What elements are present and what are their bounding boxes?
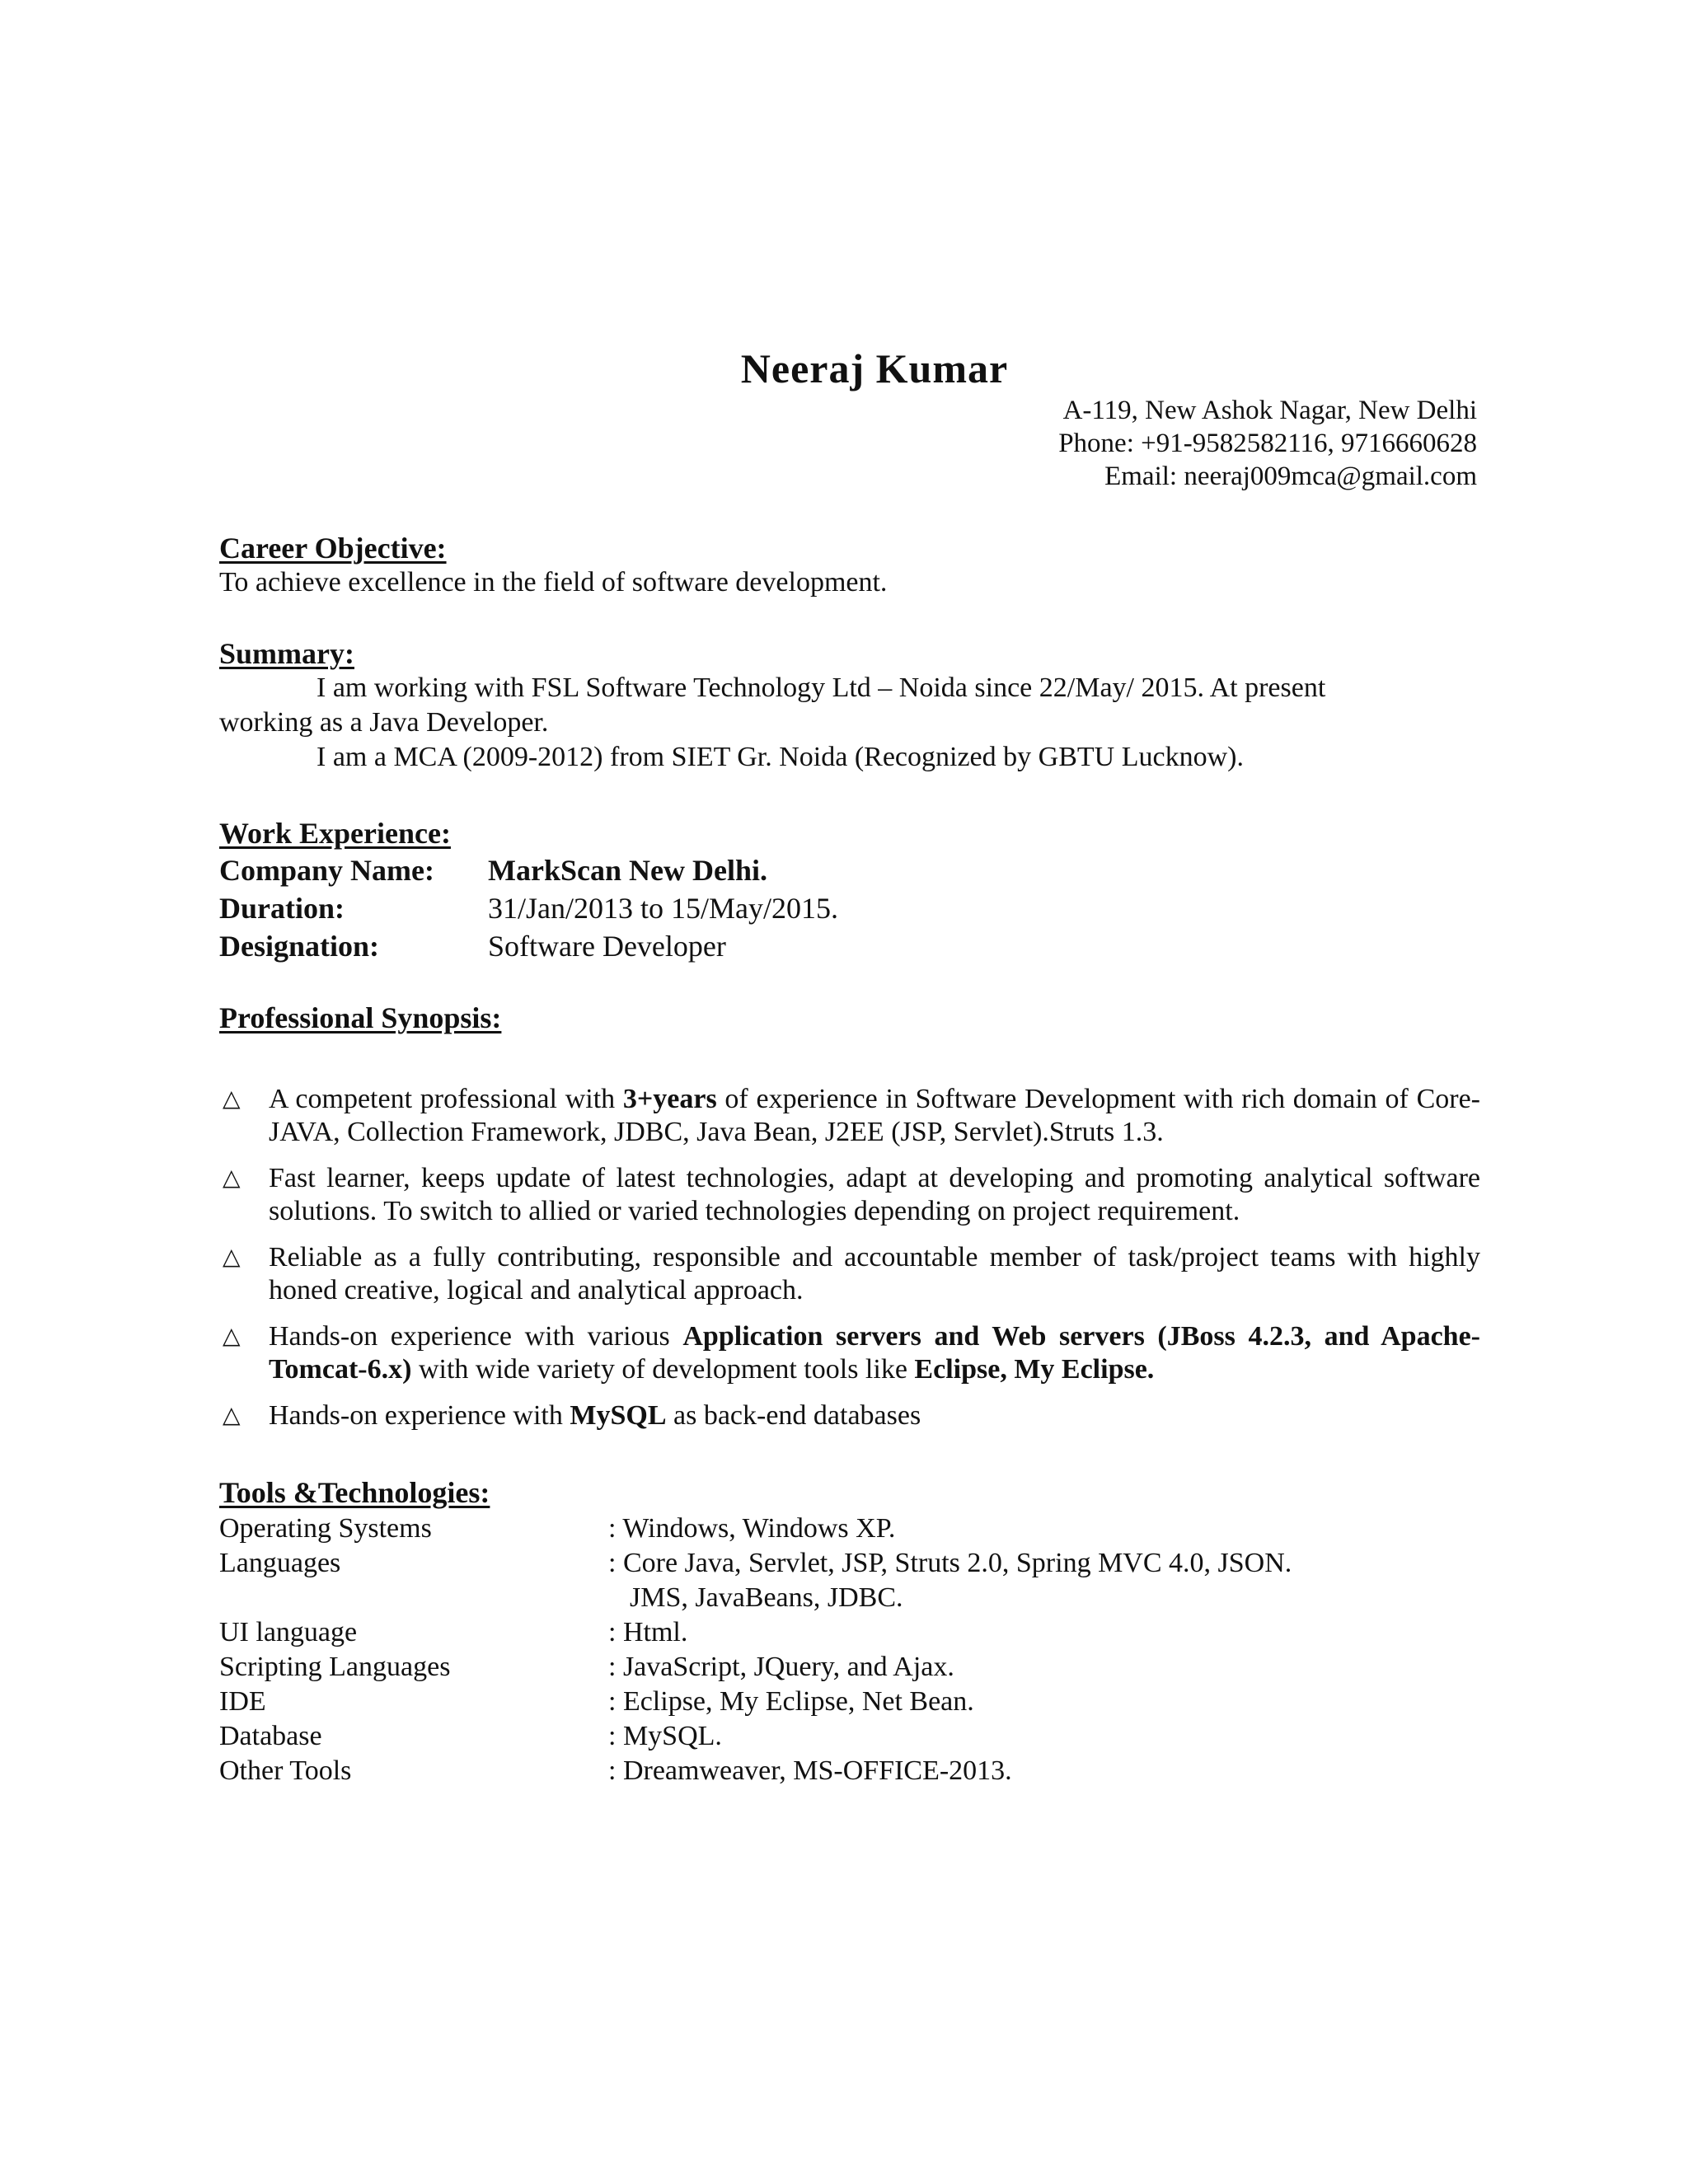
email: Email: neeraj009mca@gmail.com: [1104, 462, 1477, 491]
tools-heading: Tools &Technologies:: [219, 1476, 490, 1509]
tool-label: Other Tools: [219, 1755, 352, 1786]
company-value: MarkScan New Delhi.: [488, 854, 767, 887]
list-item: △ Reliable as a fully contributing, responsible and accountable member of task/project teams with highly honed creative, logical and analytical approach.: [223, 1242, 1480, 1305]
company-row: [219, 852, 767, 888]
tool-row: [219, 1719, 1292, 1754]
triangle-bullet-icon: △: [223, 1165, 241, 1191]
list-item: △ Hands-on experience with various Application servers and Web servers (JBoss 4.2.3, and Apache-Tomcat-6.x) with wide variety of development tools like Eclipse, My Eclipse.: [223, 1321, 1480, 1385]
tool-label: IDE: [219, 1686, 266, 1717]
duration-value: 31/Jan/2013 to 15/May/2015.: [488, 892, 838, 925]
tool-value: : Dreamweaver, MS-OFFICE-2013.: [608, 1755, 1012, 1786]
duration-row: [219, 890, 838, 926]
tool-value-continued: JMS, JavaBeans, JDBC.: [630, 1582, 903, 1613]
tool-row: [219, 1650, 1292, 1685]
contact-block: [1058, 394, 1477, 493]
summary-text: [219, 671, 1325, 775]
duration-label: Duration:: [219, 892, 345, 925]
tool-label: Scripting Languages: [219, 1652, 451, 1682]
designation-row: [219, 928, 726, 964]
work-experience-heading: Work Experience:: [219, 817, 451, 850]
tool-value: : MySQL.: [608, 1721, 722, 1751]
tool-row: [219, 1511, 1292, 1546]
tool-label: Languages: [219, 1548, 341, 1578]
list-item: △ Hands-on experience with MySQL as back-end databases: [223, 1400, 921, 1431]
tool-row: [219, 1546, 1292, 1581]
career-objective-text: To achieve excellence in the field of software development.: [219, 567, 888, 598]
tool-value: : Html.: [608, 1617, 688, 1647]
candidate-name: Neeraj Kumar: [740, 345, 1009, 391]
address: A-119, New Ashok Nagar, New Delhi: [1062, 396, 1477, 425]
designation-label: Designation:: [219, 930, 380, 963]
list-item: △ A competent professional with 3+years of experience in Software Development with rich domain of Core-JAVA, Collection Framework, JDBC, Java Bean, J2EE (JSP, Servlet).Struts 1.3.: [223, 1084, 1481, 1147]
summary-line: I am a MCA (2009-2012) from SIET Gr. Noida (Recognized by GBTU Lucknow).: [316, 742, 1244, 772]
tool-value: : Core Java, Servlet, JSP, Struts 2.0, Spring MVC 4.0, JSON.: [608, 1548, 1292, 1578]
tool-label: Operating Systems: [219, 1513, 432, 1544]
tool-row: [219, 1754, 1292, 1788]
tool-value: : Eclipse, My Eclipse, Net Bean.: [608, 1686, 974, 1717]
tool-label: Database: [219, 1721, 322, 1751]
company-label: Company Name:: [219, 854, 434, 887]
tools-table: [219, 1511, 1292, 1788]
tool-value: : Windows, Windows XP.: [608, 1513, 896, 1544]
phone: Phone: +91-9582582116, 9716660628: [1058, 429, 1477, 458]
triangle-bullet-icon: △: [223, 1086, 241, 1112]
tool-row: [219, 1685, 1292, 1719]
summary-heading: Summary:: [219, 637, 354, 670]
designation-value: Software Developer: [488, 930, 726, 963]
career-objective-heading: Career Objective:: [219, 532, 447, 565]
summary-line: I am working with FSL Software Technology Ltd – Noida since 22/May/ 2015. At present: [316, 673, 1326, 703]
triangle-bullet-icon: △: [223, 1244, 241, 1270]
summary-line: working as a Java Developer.: [219, 707, 549, 738]
list-item: △ Fast learner, keeps update of latest technologies, adapt at developing and promoting analytical software solutions. To switch to allied or varied technologies depending on project requirement.: [223, 1163, 1480, 1226]
synopsis-list: [219, 1083, 1480, 1446]
tool-row: [219, 1615, 1292, 1650]
synopsis-heading: Professional Synopsis:: [219, 1001, 502, 1034]
tool-value: : JavaScript, JQuery, and Ajax.: [608, 1652, 954, 1682]
triangle-bullet-icon: △: [223, 1324, 241, 1349]
tool-label: UI language: [219, 1617, 358, 1647]
triangle-bullet-icon: △: [223, 1403, 241, 1428]
